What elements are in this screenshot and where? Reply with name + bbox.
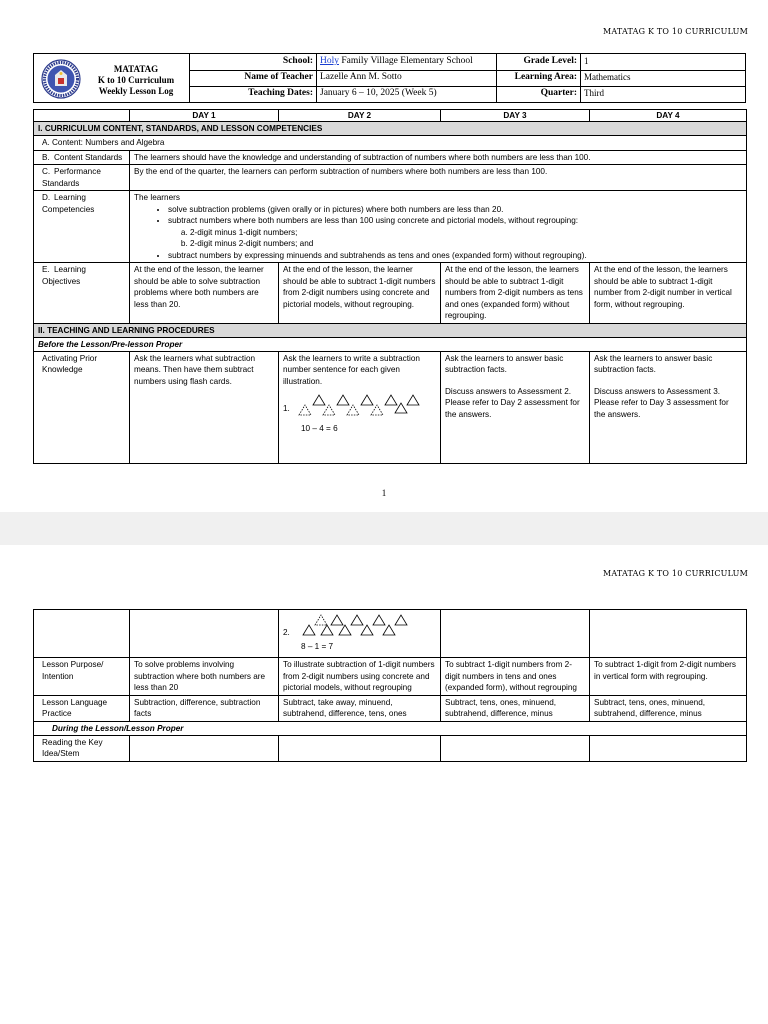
activating-day-3-a: Ask the learners to answer basic subtraction facts. xyxy=(445,353,564,374)
performance-standards-row xyxy=(34,165,747,191)
illustration-1 xyxy=(283,391,436,421)
empty-cell xyxy=(590,610,747,658)
content-row xyxy=(34,136,747,151)
quarter-label: Quarter: xyxy=(497,86,581,102)
dates-label: Teaching Dates: xyxy=(189,86,317,102)
school-label: School: xyxy=(189,54,317,70)
objectives-day-4: At the end of the lesson, the learners should be able to subtract 1-digit number from 2-digit number in vertical form, without regrouping. xyxy=(590,263,747,324)
competencies-list xyxy=(134,204,742,227)
page-separator xyxy=(0,512,768,545)
section-2-title: II. TEACHING AND LEARNING PROCEDURES xyxy=(34,323,747,337)
during-lesson-title: During the Lesson/Lesson Proper xyxy=(34,721,747,735)
content-standards-label xyxy=(34,150,130,165)
activating-day-3 xyxy=(441,351,590,463)
teacher-label: Name of Teacher xyxy=(189,70,317,86)
title-block xyxy=(86,64,186,97)
day-3-header: DAY 3 xyxy=(441,110,590,122)
competencies-list-2 xyxy=(134,250,742,262)
page-number: 1 xyxy=(381,488,387,498)
title-lesson-log: Weekly Lesson Log xyxy=(98,86,174,96)
content-cell: A. Content: Numbers and Algebra xyxy=(34,136,747,151)
empty-cell xyxy=(441,735,590,761)
empty-cell xyxy=(279,735,441,761)
empty-cell xyxy=(130,735,279,761)
running-header: MATATAG K TO 10 CURRICULUM xyxy=(602,569,748,578)
header-block xyxy=(33,53,746,103)
title-curriculum: K to 10 Curriculum xyxy=(97,75,175,85)
activating-day-1: Ask the learners what subtraction means. Then have them subtract numbers using flash cards. xyxy=(130,351,279,463)
competency-item: • subtract numbers by expressing minuends and subtrahends as tens and ones (expanded form) without regrouping). xyxy=(168,250,742,262)
competency-subitem: a. 2-digit minus 1-digit numbers; xyxy=(190,227,742,239)
reading-row xyxy=(34,735,747,761)
activating-day-2 xyxy=(279,351,441,463)
triangles-icon xyxy=(299,611,419,637)
label-letter: D. xyxy=(42,193,51,202)
day-4-header: DAY 4 xyxy=(590,110,747,122)
grade-label: Grade Level: xyxy=(497,54,581,70)
activating-day-3-b: Discuss answers to Assessment 2. Please refer to Day 2 assessment for the answers. xyxy=(445,386,580,419)
day-1-header: DAY 1 xyxy=(130,110,279,122)
objectives-day-2: At the end of the lesson, the learner should be able to subtract 1-digit numbers from 2-digit numbers using concrete and pictorial models, without regrouping. xyxy=(279,263,441,324)
activating-day-2-continued xyxy=(279,610,441,658)
purpose-day-3: To subtract 1-digit numbers from 2-digit numbers in tens and ones (expanded form), without regrouping xyxy=(441,658,590,696)
title-matatag: MATATAG xyxy=(113,64,159,74)
purpose-day-1: To solve problems involving subtraction where both numbers are less than 20 xyxy=(130,658,279,696)
label-letter: E. xyxy=(42,265,50,274)
label-letter: C. xyxy=(42,167,51,176)
activating-day-4-b: Discuss answers to Assessment 3. Please refer to Day 3 assessment for the answers. xyxy=(594,386,729,419)
label-letter: B. xyxy=(42,152,50,162)
grade-value: 1 xyxy=(584,56,589,66)
activating-day-2-text: Ask the learners to write a subtraction number sentence for each given illustration. xyxy=(283,353,420,386)
label-text: Learning Objectives xyxy=(42,265,86,286)
objectives-row xyxy=(34,263,747,324)
lesson-log-table-p2 xyxy=(33,609,747,762)
deped-seal-icon xyxy=(41,59,81,99)
purpose-day-4: To subtract 1-digit from 2-digit numbers in vertical form with regrouping. xyxy=(590,658,747,696)
before-lesson-row xyxy=(34,337,747,351)
school-name-rest: Family Village Elementary School xyxy=(339,56,473,66)
performance-standards-text: By the end of the quarter, the learners can perform subtraction of numbers where both numbers are less than 100. xyxy=(130,165,747,191)
language-day-4: Subtract, tens, ones, minuend, subtrahend, difference, minus xyxy=(590,695,747,721)
header-row-dates xyxy=(189,86,745,102)
day-header-row xyxy=(34,110,747,122)
content-standards-text: The learners should have the knowledge and understanding of subtraction of numbers where both numbers are less than 100. xyxy=(130,150,747,165)
section-1-title: I. CURRICULUM CONTENT, STANDARDS, AND LESSON COMPETENCIES xyxy=(34,122,747,136)
header-row-teacher xyxy=(189,70,745,87)
teacher-value: Lazelle Ann M. Sotto xyxy=(317,70,497,86)
item-number: 1. xyxy=(283,404,290,413)
language-row xyxy=(34,695,747,721)
purpose-row xyxy=(34,658,747,696)
label-text: Content Standards xyxy=(54,152,123,162)
objectives-day-3: At the end of the lesson, the learners should be able to subtract 1-digit numbers from 2-digit numbers as tens and ones (expanded form) without regrouping. xyxy=(441,263,590,324)
competency-text: subtract numbers where both numbers are less than 100 using concrete and pictorial models, without regrouping: xyxy=(168,216,579,225)
objectives-day-1: At the end of the lesson, the learner should be able to solve subtraction problems where both numbers are less than 20. xyxy=(130,263,279,324)
label-text: Learning Competencies xyxy=(42,193,95,214)
activating-day-4-a: Ask the learners to answer basic subtraction facts. xyxy=(594,353,713,374)
empty-cell xyxy=(590,735,747,761)
purpose-day-2: To illustrate subtraction of 1-digit numbers from 2-digit numbers using concrete and pictorial models, without regrouping xyxy=(279,658,441,696)
header-row-school xyxy=(189,54,745,71)
during-lesson-row xyxy=(34,721,747,735)
area-label: Learning Area: xyxy=(497,70,581,86)
triangles-icon xyxy=(297,391,427,417)
competency-item: • solve subtraction problems (given orally or in pictures) where both numbers are less than 20. xyxy=(168,204,742,216)
reading-label: Reading the Key Idea/Stem xyxy=(34,735,130,761)
dates-value: January 6 – 10, 2025 (Week 5) xyxy=(317,86,497,102)
competency-sublist xyxy=(134,227,742,250)
corner-cell xyxy=(34,110,130,122)
before-lesson-title: Before the Lesson/Pre-lesson Proper xyxy=(34,337,747,351)
activating-label: Activating Prior Knowledge xyxy=(34,351,130,463)
equation-1: 10 – 4 = 6 xyxy=(301,424,338,433)
performance-standards-label xyxy=(34,165,130,191)
item-number: 2. xyxy=(283,628,290,637)
school-link[interactable]: Holy xyxy=(320,56,339,66)
empty-cell xyxy=(34,610,130,658)
lesson-log-table-p1 xyxy=(33,109,747,464)
competencies-row xyxy=(34,191,747,263)
school-value xyxy=(317,54,497,70)
page-2 xyxy=(0,545,768,1024)
quarter-value: Third xyxy=(584,88,604,98)
equation-2: 8 – 1 = 7 xyxy=(301,642,334,651)
logo-cell xyxy=(34,54,190,102)
activating-row xyxy=(34,351,747,463)
purpose-label: Lesson Purpose/ Intention xyxy=(34,658,130,696)
illustration-2 xyxy=(283,611,436,641)
language-day-2: Subtract, take away, minuend, subtrahend, difference, tens, ones xyxy=(279,695,441,721)
section-2-row xyxy=(34,323,747,337)
running-header: MATATAG K TO 10 CURRICULUM xyxy=(602,27,748,36)
label-text: Performance Standards xyxy=(42,167,101,188)
day-2-header: DAY 2 xyxy=(279,110,441,122)
competencies-text xyxy=(130,191,747,263)
competency-item xyxy=(168,215,742,227)
competencies-label xyxy=(34,191,130,263)
language-day-3: Subtract, tens, ones, minuend, subtrahend, difference, minus xyxy=(441,695,590,721)
language-label: Lesson Language Practice xyxy=(34,695,130,721)
section-1-row xyxy=(34,122,747,136)
competency-subitem: b. 2-digit minus 2-digit numbers; and xyxy=(190,238,742,250)
competencies-intro: The learners xyxy=(134,193,180,202)
language-day-1: Subtraction, difference, subtraction facts xyxy=(130,695,279,721)
activating-continued-row xyxy=(34,610,747,658)
activating-day-4 xyxy=(590,351,747,463)
content-standards-row xyxy=(34,150,747,165)
objectives-label xyxy=(34,263,130,324)
area-value: Mathematics xyxy=(584,72,631,82)
empty-cell xyxy=(130,610,279,658)
empty-cell xyxy=(441,610,590,658)
